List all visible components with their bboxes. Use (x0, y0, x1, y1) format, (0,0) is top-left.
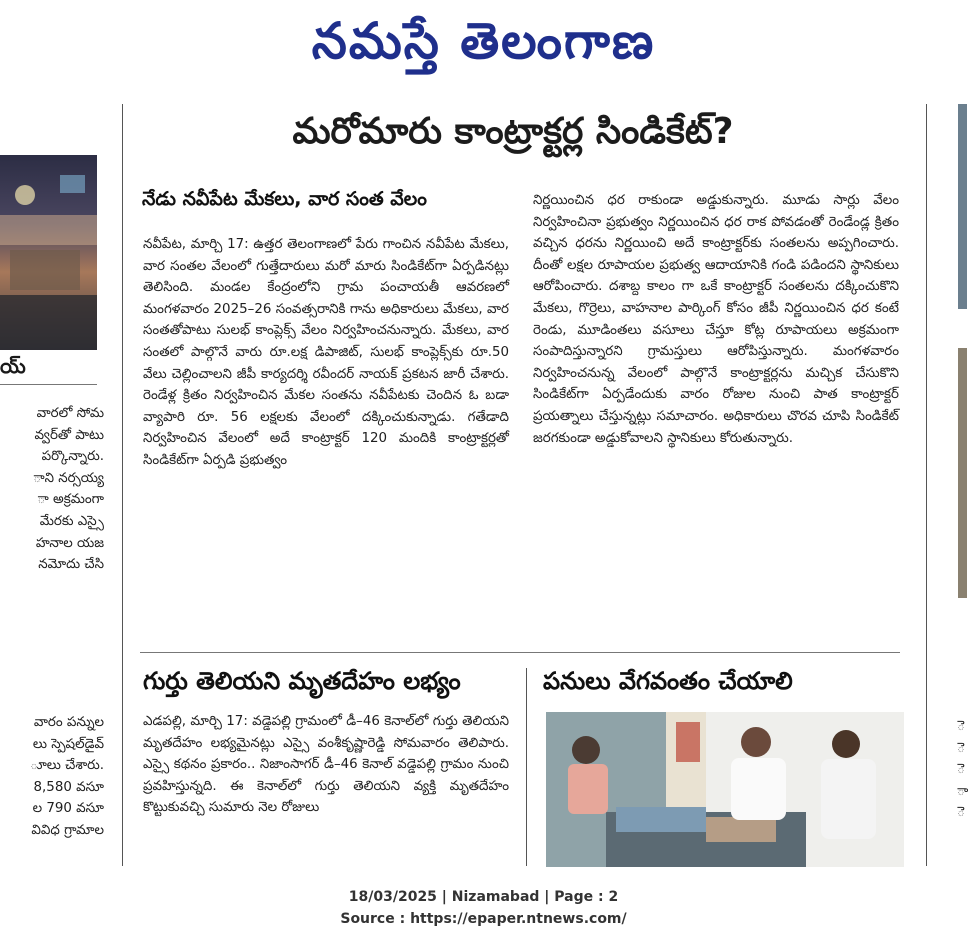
body-found-headline: గుర్తు తెలియని మృతదేహం లభ్యం (143, 667, 461, 695)
column-rule-right (926, 104, 927, 866)
works-headline: పనులు వేగవంతం చేయాలి (543, 667, 793, 695)
left-line: పర్కొన్నారు. (41, 449, 104, 465)
right-edge-photo-top (958, 104, 967, 309)
left-photo-art (0, 155, 97, 350)
right-edge-line: ె (957, 740, 965, 756)
left-line: వారం పన్నుల (33, 715, 104, 730)
left-line: వ్వర్‌తో పాటు (34, 427, 104, 443)
left-line: ూలు చేశారు. (30, 758, 104, 774)
left-line: హనాల యజ (35, 535, 104, 551)
left-heading-fragment: య్ (0, 354, 26, 378)
right-edge-photo-mid (958, 348, 967, 598)
right-edge-fragments (957, 716, 967, 824)
left-line: ాని నర్సయ్య (33, 470, 104, 486)
right-edge-line: ె (957, 805, 965, 821)
left-line: 8,580 వసూ (33, 779, 104, 795)
main-article-col1: నవీపేట, మార్చి 17: ఉత్తర తెలంగాణలో పేరు గాంచిన నవీపేట మేకలు, వార సంతల వేలంలో గుత్తేదారులు మరో మారు సిండికేట్‌గా ఏర్పడినట్లు తెలిసింది. మండల కేంద్రంలోని గ్రామ పంచాయతీ ఆవరణలో మంగళవారం 2025–26 సంవత్సరానికి గాను అధికారులు మేకలు, వార సంతతోపాటు సులభ్ కాంప్లెక్స్ వేలం నిర్వహించనున్నారు. మేకలు, వార సంతలో పాల్గొనే వారు రూ.లక్ష డిపాజిట్, సులభ్ కాంప్లెక్స్‌కు రూ.50 వేలు చెల్లించాలని జీపీ కార్యదర్శి రవీందర్ నాయక్ ప్రకటన జారీ చేశారు. రెండేళ్ల క్రితం నిర్వహించిన మేకల సంతను నవీపేటకు చెందిన ఓ బడా వ్యాపారి రూ. 56 లక్షలకు వేలంలో దక్కించుకున్నాడు. గతేడాది నిర్వహించిన వేలంలో అదే కాంట్రాక్టర్ 120 మందికి కాంట్రాక్టర్లతో సిండికేట్‌గా ఏర్పడి ప్రభుత్వం (143, 237, 509, 468)
masthead-title: నమస్తే తెలంగాణ (311, 11, 656, 70)
main-headline: మరోమారు కాంట్రాక్టర్ల సిండికేట్? (292, 111, 734, 152)
right-edge-line: ా (957, 783, 968, 799)
right-edge-line: ె (957, 719, 965, 734)
works-photo (546, 712, 904, 867)
left-line: మేరకు ఎస్సై (39, 513, 104, 529)
bottom-article-rule (526, 668, 527, 866)
left-line: లు స్పెషల్‌డైవ్ (32, 736, 104, 752)
left-line: వివిధ గ్రామాల (31, 822, 104, 838)
left-line: ల 790 వసూ (32, 801, 104, 817)
footer-source[interactable]: Source : https://epaper.ntnews.com/ (340, 911, 627, 927)
left-line: నమోదు చేసి (38, 557, 104, 573)
works-photo-art (546, 712, 904, 867)
left-column-top (0, 403, 104, 576)
left-line: ా అక్రమంగా (37, 492, 104, 508)
main-subhead: నేడు నవీపేట మేకలు, వార సంత వేలం (142, 188, 427, 210)
left-photo (0, 155, 97, 350)
body-found-article-text: ఎడపల్లి, మార్చి 17: వడ్డెపల్లి గ్రామంలో డీ–46 కెనాల్‌లో గుర్తు తెలియని మృతదేహం లభ్యమైనట్లు ఎస్సై వంశీకృష్ణారెడ్డి సోమవారం తెలిపారు. ఎస్సై కథనం ప్రకారం.. నిజాంసాగర్ డీ–46 కెనాల్ వడ్డెపల్లి గ్రామం నుంచి ప్రవహిస్తున్నది. ఈ కెనాల్‌లో గుర్తు తెలియని వ్యక్తి మృతదేహం కొట్టుకువచ్చి సుమారు నెల రోజులు (143, 714, 509, 816)
left-column-bottom (0, 712, 104, 842)
masthead (0, 0, 967, 84)
right-edge-line: ె (957, 762, 965, 778)
left-line: వారలో సోమ (36, 406, 104, 421)
main-article-col2: నిర్ణయించిన ధర రాకుండా అడ్డుకున్నారు. మూడు సార్లు వేలం నిర్వహించినా ప్రభుత్వం నిర్ణయించిన ధర రాక పోవడంతో రెండేండ్ల క్రితం వచ్చిన ధరను నిర్ణయించి అదే కాంట్రాక్టర్‌కు సంతలను అప్పగించారు. దీంతో లక్షల రూపాయల ప్రభుత్వ ఆదాయానికి గండి పడిందని స్థానికులు ఆరోపించారు. దశాబ్ద కాలం గా ఒకే కాంట్రాక్టర్ సంతలను దక్కించుకొని మేకలు, గొర్రెలు, వాహనాల పార్కింగ్ కోసం జీపీ నిర్ణయించిన ధర కంటే రెండు, మూడింతలు వసూలు చేస్తూ కోట్ల రూపాయలు అక్రమంగా సంపాదిస్తున్నారని గ్రామస్తులు ఆరోపిస్తున్నారు. మంగళవారం నిర్వహించనున్న వేలంలో పాల్గొనే కాంట్రాక్టర్లను మచ్చిక చేసుకొని సిండికేట్‌గా ఏర్పడేందుకు వారం రోజుల నుంచి పాత కాంట్రాక్టర్ ప్రయత్నాలు చేస్తున్నట్లు సమాచారం. అధికారులు చొరవ చూపి సిండికేట్ జరగకుండా అడ్డుకోవాలని స్థానికులు కోరుతున్నారు. (533, 193, 899, 446)
footer-line1: 18/03/2025 | Nizamabad | Page : 2 (348, 889, 619, 905)
column-rule-left (122, 104, 123, 866)
section-divider (140, 652, 900, 653)
left-divider (0, 384, 97, 385)
body-found-article-wrap (143, 711, 509, 866)
